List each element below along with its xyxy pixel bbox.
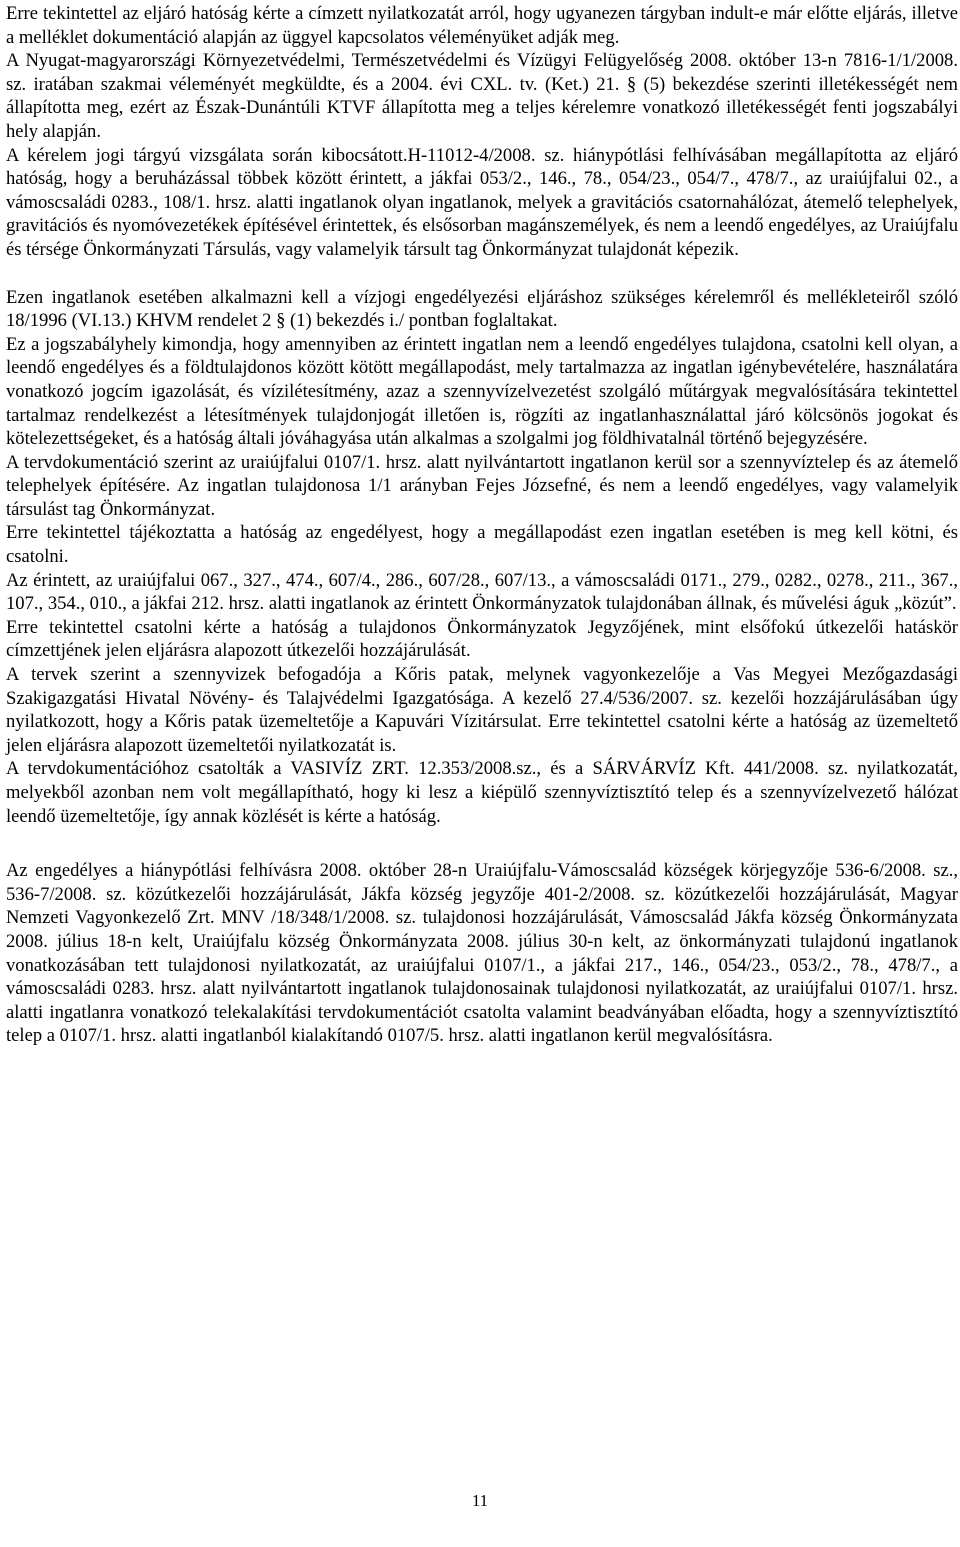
paragraph-regulation-reference: Ezen ingatlanok esetében alkalmazni kell a vízjogi engedélyezési eljáráshoz szükséges kérelemről és mellékleteiről szóló 18/1996 (VI.13.) KHVM rendelet 2 § (1) bekezdés i./ pontban foglaltakat. (6, 286, 958, 332)
paragraph-koris-stream: A tervek szerint a szennyvizek befogadója a Kőris patak, melynek vagyonkezelője a Vas Megyei Mezőgazdasági Szakigazgatási Hivatal Növény- és Talajvédelmi Igazgatósága. A kezelő 27.4/536/2007. sz. kezelői hozzájárulásában úgy nyilatkozott, hogy a Kőris patak üzemeltetője a Kapuvári Vízitársulat. Erre tekintettel csatolni kérte a hatóság az üzemeltető jelen eljárásra alapozott üzemeltetői nyilatkozatát is. (6, 664, 958, 756)
document-page (6, 2, 958, 1048)
paragraph-municipal-roads: Az érintett, az uraiújfalui 067., 327., 474., 607/4., 286., 607/28., 607/13., a vámoscsaládi 0171., 279., 0282., 0278., 211., 367., 107., 354., 010., a jákfai 212. hrsz. alatti ingatlanok az érintett Önkormányzatok tulajdonában állnak, és művelési águk „közút”. (6, 569, 958, 615)
paragraph-regulation-requirements: Ez a jogszabályhely kimondja, hogy amennyiben az érintett ingatlan nem a leendő engedélyes tulajdona, csatolni kell olyan, a leendő engedélyes és a földtulajdonos között kötött megállapodást, mely tartalmazza az ingatlan igénybevételére, használatára vonatkozó jogcím igazolását, és vízilétesítmény, azaz a szennyvízelvezetést szolgáló műtárgyak megvalósítására tekintettel tartalmaz rendelkezést a létesítmények tulajdonjogát illetően is, rögzíti az ingatlanhasználattal járó kölcsönös jogokat és kötelezettségeket, és a hatóság általi jóváhagyása után alkalmas a szolgalmi jog földhivatalnál történő bejegyzésére. (6, 333, 958, 450)
paragraph-deficiency-response: Az engedélyes a hiánypótlási felhívásra 2008. október 28-n Uraiújfalu-Vámoscsalád községek körjegyzője 536-6/2008. sz., 536-7/2008. sz. közútkezelői hozzájárulását, Jákfa község jegyzője 401-2/2008. sz. közútkezelői hozzájárulását, Magyar Nemzeti Vagyonkezelő Zrt. MNV /18/348/1/2008. sz. tulajdonosi hozzájárulását, Vámoscsalád Jákfa község Önkormányzata 2008. július 18-n kelt, Uraiújfalu község Önkormányzata 2008. július 30-n kelt, az önkormányzati tulajdonú ingatlanok vonatkozásában tett tulajdonosi nyilatkozatát, az uraiújfalui 0107/1., a jákfai 217., 146., 054/23., 053/2., 78., 478/7., a vámoscsaládi 0283. hrsz. alatt nyilvántartott ingatlanok tulajdonosainak tulajdonosi nyilatkozatát, az uraiújfalui 0107/1. hrsz. alatti ingatlanra vonatkozó telekalakítási tervdokumentációt csatolta valamint beadványában előadta, hogy a szennyvíztisztító telep a 0107/1. hrsz. alatti ingatlanból kialakítandó 0107/5. hrsz. alatti ingatlanon kerül megvalósításra. (6, 860, 958, 1047)
paragraph-deficiency-notice: A kérelem jogi tárgyú vizsgálata során kibocsátott.H-11012-4/2008. sz. hiánypótlási felhívásában megállapította az eljáró hatóság, hogy a beruházással többek között érintett, a jákfai 053/2., 146., 78., 054/23., 054/7., 478/7., az uraiújfalui 02., a vámoscsaládi 0283., 108/1. hrsz. alatti ingatlanok olyan ingatlanok, melyek a gravitációs csatornahálózat, átemelő telephelyek, gravitációs és nyomóvezetékek építésével érintettek, és elsősorban magánszemélyek, és nem a leendő engedélyes, az Uraiújfalu és térsége Önkormányzati Társulás, vagy valamelyik társult tag Önkormányzat tulajdonát képezik. (6, 144, 958, 260)
page-number: 11 (471, 1491, 489, 1510)
paragraph-treatment-plant-property: A tervdokumentáció szerint az uraiújfalui 0107/1. hrsz. alatt nyilvántartott ingatlanon kerül sor a szennyvíztelep és az átemelő telephelyek építésére. Az ingatlan tulajdonosa 1/1 arányban Fejes Józsefné, és nem a leendő engedélyes, vagy valamelyik társulást tag Önkormányzat. (6, 451, 958, 520)
paragraph-agreement-notice: Erre tekintettel tájékoztatta a hatóság az engedélyest, hogy a megállapodást ezen ingatlan esetében is meg kell kötni, és csatolni. (6, 522, 958, 568)
paragraph-ktvf-jurisdiction: A Nyugat-magyarországi Környezetvédelmi, Természetvédelmi és Vízügyi Felügyelőség 2008. október 13-n 7816-1/1/2008. sz. iratában szakmai véleményét megküldte, és a 2004. évi CXL. tv. (Ket.) 21. § (5) bekezdése szerinti illetékességét nem állapította meg, ezért az Észak-Dunántúli KTVF állapította meg a teljes kérelemre vonatkozó illetékességét fenti jogszabályi hely alapján. (6, 50, 958, 142)
paragraph-operator-statements: A tervdokumentációhoz csatolták a VASIVÍZ ZRT. 12.353/2008.sz., és a SÁRVÁRVÍZ Kft. 441/2008. sz. nyilatkozatát, melyekből azonban nem volt megállapítható, hogy ki lesz a kiépülő szennyvíztisztító telep és a szennyvízelvezető hálózat leendő üzemeltetője, így annak közlését is kérte a hatóság. (6, 758, 958, 827)
paragraph-road-consent-request: Erre tekintettel csatolni kérte a hatóság a tulajdonos Önkormányzatok Jegyzőjének, mint elsőfokú útkezelői hatáskör címzettjének jelen eljárásra alapozott útkezelői hozzájárulását. (6, 616, 958, 662)
paragraph-request-statement: Erre tekintettel az eljáró hatóság kérte a címzett nyilatkozatát arról, hogy ugyanezen tárgyban indult-e már előtte eljárás, illetve a melléklet dokumentáció alapján az üggyel kapcsolatos véleményüket adják meg. (6, 3, 958, 48)
